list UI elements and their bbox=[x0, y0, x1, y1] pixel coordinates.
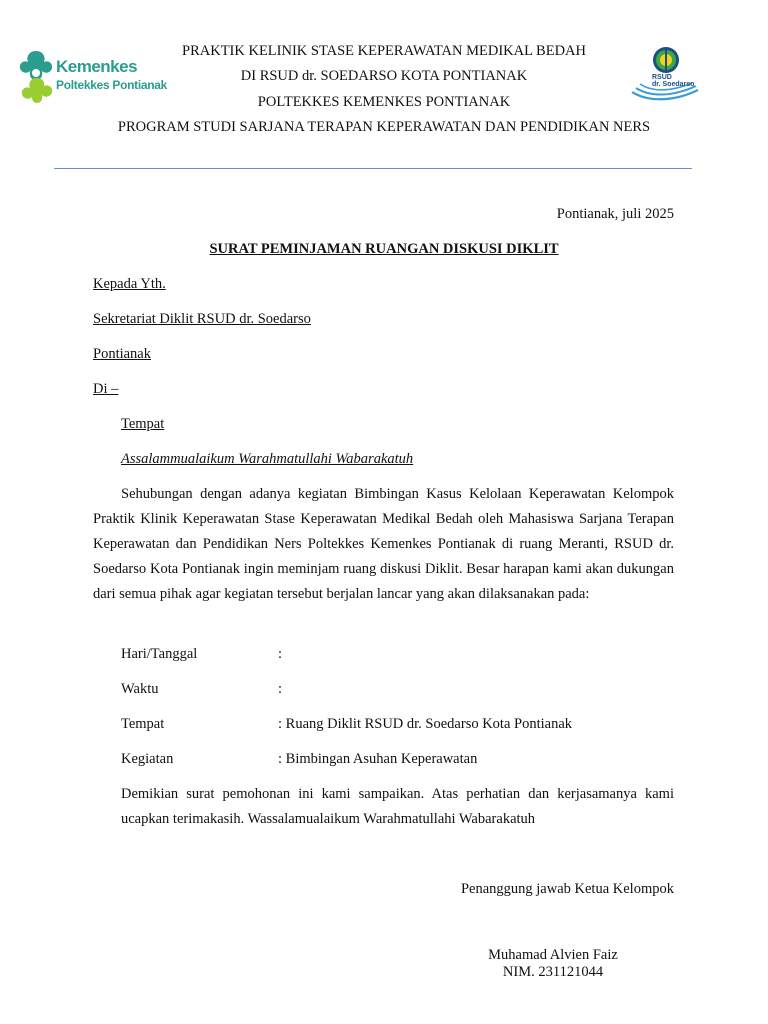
greeting: Assalammualaikum Warahmatullahi Wabarakatuh bbox=[121, 451, 414, 467]
kemenkes-logo-title: Kemenkes bbox=[56, 57, 138, 76]
signature-block bbox=[468, 947, 638, 981]
recipient-line-1: Kepada Yth. bbox=[93, 276, 166, 292]
header-divider bbox=[54, 168, 692, 169]
recipient-line-3: Pontianak bbox=[93, 346, 151, 362]
kemenkes-logo-subtitle: Poltekkes Pontianak bbox=[56, 78, 168, 92]
place-date: Pontianak, juli 2025 bbox=[556, 206, 674, 222]
header-line-4: PROGRAM STUDI SARJANA TERAPAN KEPERAWATAN DAN PENDIDIKAN NERS bbox=[117, 119, 651, 135]
field-value: : bbox=[278, 681, 283, 697]
rsud-logo-line1: RSUD bbox=[652, 74, 672, 81]
header-line-1: PRAKTIK KELINIK STASE KEPERAWATAN MEDIKAL BEDAH bbox=[182, 43, 586, 59]
header-line-2: DI RSUD dr. SOEDARSO KOTA PONTIANAK bbox=[240, 68, 528, 84]
field-label: Tempat bbox=[121, 716, 165, 732]
signer-role: Penanggung jawab Ketua Kelompok bbox=[460, 881, 674, 897]
field-label: Hari/Tanggal bbox=[121, 646, 198, 662]
field-value: : bbox=[278, 646, 283, 662]
body-paragraph: Sehubungan dengan adanya kegiatan Bimbingan Kasus Kelolaan Keperawatan Kelompok Praktik Klinik Keperawatan Stase Keperawatan Medikal Bedah oleh Mahasiswa Sarjana Terapan Keperawatan dan Pendidikan Ners Poltekkes Kemenkes Pontianak di ruang Meranti, RSUD dr. Soedarso Kota Pontianak ingin meminjam ruang diskusi Diklit. Besar harapan kami akan dukungan dari semua pihak agar kegiatan tersebut berjalan lancar yang akan dilaksanakan pada: bbox=[93, 486, 674, 602]
field-label: Kegiatan bbox=[121, 751, 174, 767]
signer-nim: NIM. 231121044 bbox=[502, 964, 604, 980]
rsud-logo-line2: dr. Soedarso bbox=[652, 81, 695, 88]
recipient-line-2: Sekretariat Diklit RSUD dr. Soedarso bbox=[93, 311, 311, 327]
recipient-line-4: Di – bbox=[93, 381, 119, 397]
header-line-3: POLTEKKES KEMENKES PONTIANAK bbox=[257, 94, 511, 110]
letter-title: SURAT PEMINJAMAN RUANGAN DISKUSI DIKLIT bbox=[209, 241, 559, 257]
recipient-line-5: Tempat bbox=[121, 416, 165, 432]
field-value: : Ruang Diklit RSUD dr. Soedarso Kota Pontianak bbox=[278, 716, 573, 732]
signer-name: Muhamad Alvien Faiz bbox=[488, 947, 618, 963]
closing-paragraph: Demikian surat pemohonan ini kami sampaikan. Atas perhatian dan kerjasamanya kami ucapkan terimakasih. Wassalamualaikum Warahmatullahi Wabarakatuh bbox=[121, 786, 674, 827]
field-label: Waktu bbox=[121, 681, 159, 697]
field-value: : Bimbingan Asuhan Keperawatan bbox=[278, 751, 478, 767]
